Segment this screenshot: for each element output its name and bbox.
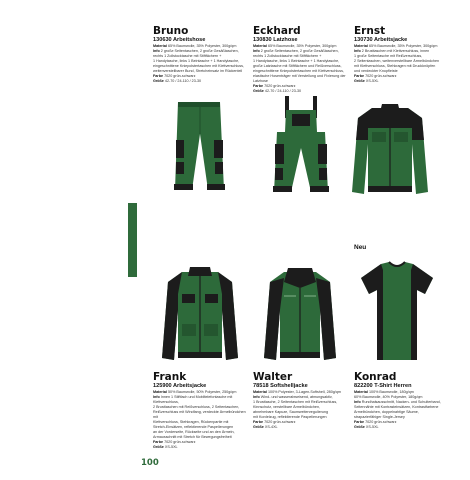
product-code: 130730 Arbeitsjacke — [354, 37, 408, 43]
product-code: 130630 Arbeitshose — [153, 37, 206, 43]
product-details: Material 65% Baumwolle, 35% Polyester, 300g/qm Info 2 große Seitentaschen, 2 große Gesäßtaschen, rechts 1 Zollstocktasche mit Stiftfächern + 1 Handytasche, links 1 Beintasche + 1 Handytasche, eingeschnittene Kniepolstertaschen mit Klettverschluss, weitenverstellbarer Bund, Stretcheinsatz im Rückenteil Farbe 7020 grün-schwarz Größe 42-70 / 24-110 / 23-30 — [153, 44, 245, 83]
softshell-jacket-image — [260, 266, 340, 364]
product-code: 130830 Latzhose — [253, 37, 298, 43]
product-konrad — [354, 372, 454, 430]
product-name: Eckhard — [253, 25, 301, 37]
product-code: 125900 Arbeitsjacke — [153, 383, 207, 389]
product-bruno — [153, 26, 248, 84]
product-ernst — [354, 26, 454, 84]
product-name: Ernst — [354, 25, 386, 37]
product-name: Konrad — [354, 371, 397, 383]
product-details: Material 65% Baumwolle, 35% Polyester, 300g/qm Info 2 große Seitentaschen, 2 große Gesäßtaschen, rechts 1 Zollstocktasche mit Stiftfächern + 1 Handytasche, links 1 Beintasche + 1 Handytasche, große Latztasche mit Stiftfächern und Reißverschluss, eingeschnittene Kniepolstertaschen mit Klettverschluss, elastische Hosenträger mit Verstellung und Fixierung der Latzhose Farbe 7020 grün-schwarz Größe 42-70 / 24-110 / 23-30 — [253, 44, 346, 93]
product-code: 78518 Softshelljacke — [253, 383, 308, 389]
product-name: Walter — [253, 371, 293, 383]
product-name: Frank — [153, 371, 187, 383]
new-badge: Neu — [354, 244, 367, 251]
tshirt-image — [357, 256, 437, 366]
product-name: Bruno — [153, 25, 189, 37]
product-details: Material 100% Polyester, 3-Lagen-Softshell, 280g/qm Info Wind- und wasserabweisend, atmungsaktiv, 1 Brusttasche, 2 Seitentaschen mit Reißverschluss, Kinnschutz, verstellbare Ärmelbündchen, abnehmbare Kapuze, Saumweitenregulierung mit Kordelzug, reflektierende Paspelierungen Farbe 7020 grün-schwarz Größe XS-4XL — [253, 390, 341, 429]
product-walter — [253, 372, 348, 430]
product-details: Material 50% Baumwolle, 50% Polyester, 250g/qm Info Innen 1 Stiftfach und Mobiltelefontasche mit Klettverschluss, 2 Brusttaschen mit Reißverschluss, 2 Seitentaschen, Reißverschluss mit Windfang, verdeckte Ärmelbündchen mit Klettverschluss, Stehkragen, Rückenpartie mit Stretch-Einsätzen, reflektierende Paspelierungen an der Vorderseite, Rückseite und an den Ärmeln, Armausschnitt mit Stretch für Bewegungsfreiheit Farbe 7020 grün-schwarz Größe XS-5XL — [153, 390, 246, 449]
product-eckhard — [253, 26, 348, 94]
bib-overalls-image — [271, 94, 331, 194]
frank-jacket-image — [160, 264, 240, 364]
product-details: Material 65% Baumwolle, 35% Polyester, 300g/qm Info 2 Brusttaschen mit Klettverschluss, innen 1 große Seitentasche mit Reißverschluss, 2 Seitentaschen, weitenverstellbare Ärmelbündchen mit Klettverschluss, Stehkragen mit Druckknöpfen und verdeckter Knopfleiste Farbe 7020 grün-schwarz Größe XS-5XL — [354, 44, 440, 83]
accent-bar — [128, 203, 137, 277]
product-frank — [153, 372, 248, 450]
product-code: 822200 T-Shirt Herren — [354, 383, 412, 389]
page-number: 100 — [141, 458, 159, 468]
work-trousers-image — [170, 100, 228, 192]
work-jacket-image — [350, 100, 430, 198]
product-details: Material 100% Baumwolle, 180g/qm 60% Baumwolle, 40% Polyester, 180g/qm Info Rundhalsausschnitt, Nacken- und Schulterband, Seitennähte mit Kontrasteinsätzen, Kontrastfarbene Ärmelbündchen, doppelnahtige Säume, strapazierfähiger Single-Jersey Farbe 7020 grün-schwarz Größe XS-5XL — [354, 390, 441, 429]
